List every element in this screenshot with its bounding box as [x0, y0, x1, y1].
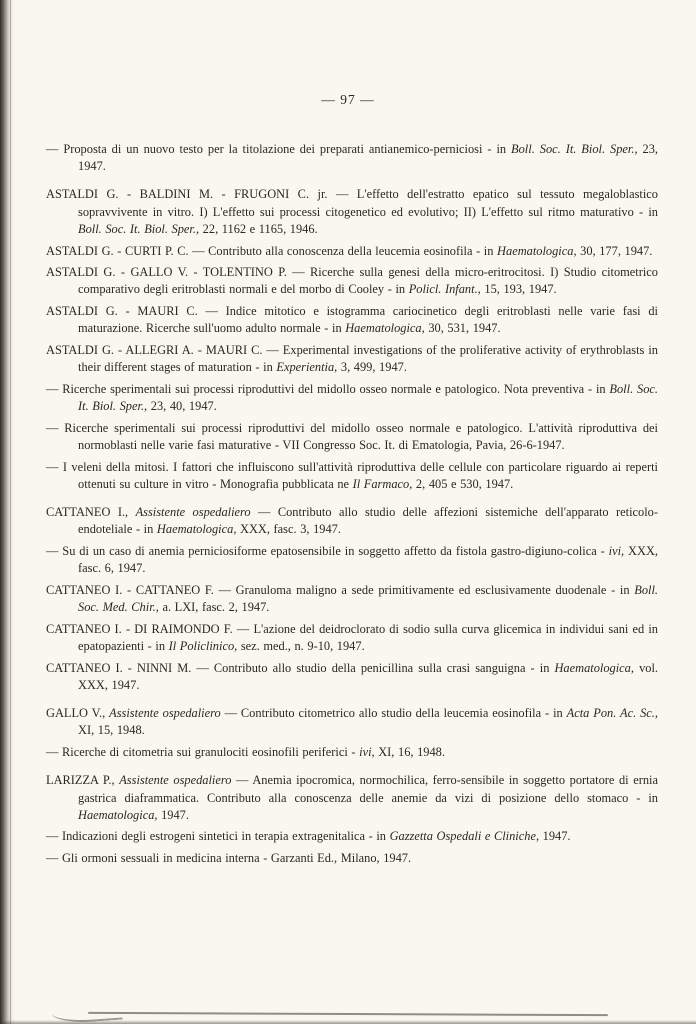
- entry-text: 23, 1947.: [78, 142, 658, 174]
- entry-text: 1947.: [539, 829, 571, 844]
- journal-title: Acta Pon. Ac. Sc.,: [566, 706, 659, 721]
- scan-bottom-line-artifact: [88, 1012, 608, 1016]
- entry-text: — Su di un caso di anemia perniciosiforme epatosensibile in soggetto affetto da fistola gastro-digiuno-colica -: [46, 544, 609, 559]
- entry-text: — Indicazioni degli estrogeni sintetici in terapia extragenitalica - in: [46, 829, 390, 844]
- journal-title: Haematologica,: [554, 660, 634, 675]
- entry-text: — Contributo allo studio delle affezioni sistemiche dell'apparato reticolo-endoteliale - in: [78, 505, 658, 537]
- journal-title: Policl. Infant.,: [408, 282, 481, 297]
- entry-text: ASTALDI G. - CURTI P. C. — Contributo alla conoscenza della leucemia eosinofila - in: [46, 243, 498, 258]
- entry-text: ASTALDI G. - BALDINI M. - FRUGONI C. jr. — L'effetto dell'estratto epatico sul tessuto megaloblastico sopravvivente in vitro. I) L'effetto sui processi citogenetico ed evolutivo; II) L'effetto sul ritmo maturativo - in: [46, 187, 658, 219]
- journal-title: Haematologica,: [156, 522, 237, 537]
- entry-text: — Proposta di un nuovo testo per la titolazione dei preparati antianemico-perniciosi - in: [46, 142, 512, 156]
- entry-text: — Ricerche sperimentali sui processi riproduttivi del midollo osseo normale e patologico. L'attività riproduttiva dei normoblasti nelle varie fasi maturative - VII Congresso Soc. It. di Ematologia, Pavia, 26-6-1947.: [46, 420, 658, 453]
- journal-title: Haematologica,: [497, 243, 577, 258]
- bibliography-entry: [46, 186, 658, 238]
- journal-title: Assistente ospedaliero: [119, 773, 232, 788]
- entry-text: 23, 40, 1947.: [147, 399, 217, 414]
- entry-text: a. LXI, fasc. 2, 1947.: [158, 600, 270, 615]
- entry-text: CATTANEO I. - NINNI M. — Contributo allo studio della penicillina sulla crasi sanguigna - in: [46, 660, 555, 675]
- bibliography-entry: [46, 342, 658, 376]
- bibliography-entry: [46, 459, 658, 493]
- journal-title: Gazzetta Ospedali e Cliniche,: [389, 829, 540, 844]
- entry-text: 30, 531, 1947.: [424, 321, 501, 336]
- journal-title: Haematologica,: [78, 807, 158, 822]
- entry-text: XI, 15, 1948.: [78, 723, 145, 738]
- entry-text: — Ricerche di citometria sui granulociti eosinofili periferici -: [46, 745, 360, 760]
- bibliography-entry: [46, 243, 658, 260]
- entry-text: ASTALDI G. - MAURI C. — Indice mitotico e istogramma cariocinetico degli eritroblasti nelle varie fasi di maturazione. Ricerche sull'uomo adulto normale - in: [46, 304, 658, 336]
- entry-text: CATTANEO I. - CATTANEO F. — Granuloma maligno a sede primitivamente ed esclusivamente duodenale - in: [46, 582, 635, 597]
- entry-text: — Ricerche sperimentali sui processi riproduttivi del midollo osseo normale e patologico. Nota preventiva - in: [46, 381, 610, 396]
- journal-title: Boll. Soc. It. Biol. Sper.,: [78, 221, 200, 236]
- entry-text: — I veleni della mitosi. I fattori che influiscono sull'attività riproduttiva delle cellule con particolare riguardo ai reperti ottenuti su culture in vitro - Monografia pubblicata ne: [46, 459, 658, 491]
- bibliography-entry: [46, 582, 658, 616]
- entry-text: CATTANEO I. - DI RAIMONDO F. — L'azione del deidroclorato di sodio sulla curva glicemica in individui sani ed in epatopazienti - in: [46, 621, 658, 654]
- entry-text: — Anemia ipocromica, normochilica, ferro-sensibile in soggetto portatore di ernia gastrica diaframmatica. Contributo alla conoscenza delle anemie da vizi di posizione dello stomaco - in: [78, 773, 658, 805]
- entry-text: GALLO V.,: [46, 706, 110, 721]
- bibliography-entry: [46, 141, 658, 175]
- entry-text: 3, 499, 1947.: [337, 360, 407, 375]
- scan-bottom-edge-shadow: [0, 1020, 696, 1024]
- entry-text: XXX, fasc. 6, 1947.: [78, 544, 658, 576]
- bibliography-entry: [46, 420, 658, 454]
- journal-title: Boll. Soc. It. Biol. Sper.,: [511, 142, 638, 156]
- bibliography-entry: [46, 621, 658, 655]
- entry-text: 22, 1162 e 1165, 1946.: [199, 221, 318, 236]
- page-number: — 97 —: [321, 92, 375, 107]
- bibliography-entry: [46, 264, 658, 298]
- bibliography-entry: [46, 850, 658, 867]
- entry-text: — Gli ormoni sessuali in medicina interna - Garzanti Ed., Milano, 1947.: [46, 851, 412, 866]
- bibliography-entry: [46, 303, 658, 337]
- bibliography-entry: [46, 543, 658, 577]
- scan-left-edge-shadow: [0, 0, 15, 1024]
- entry-text: 1947.: [157, 807, 189, 822]
- journal-title: ivi,: [608, 544, 625, 559]
- entry-text: ASTALDI G. - GALLO V. - TOLENTINO P. — Ricerche sulla genesi della micro-eritrocitosi. I) Studio citometrico comparativo degli eritroblasti normali e del morbo di Cooley - in: [46, 265, 658, 297]
- entry-text: CATTANEO I.,: [46, 505, 136, 520]
- journal-title: Experientia,: [276, 360, 338, 375]
- scan-left-edge-line: [10, 0, 11, 1024]
- journal-title: Assistente ospedaliero: [135, 505, 251, 520]
- bibliography-entry: [46, 660, 658, 694]
- entry-text: XI, 16, 1948.: [374, 745, 445, 760]
- entry-text: LARIZZA P.,: [46, 773, 120, 788]
- journal-title: Boll. Soc. Med. Chir.,: [78, 582, 658, 615]
- entry-text: vol. XXX, 1947.: [78, 660, 659, 692]
- journal-title: ivi,: [359, 745, 375, 760]
- bibliography-entry: [46, 744, 658, 761]
- entry-text: 15, 193, 1947.: [480, 282, 557, 297]
- bibliography-entry: [46, 381, 658, 415]
- bibliography-entry: [46, 828, 658, 845]
- entry-text: XXX, fasc. 3, 1947.: [236, 522, 341, 537]
- journal-title: Assistente ospedaliero: [109, 706, 221, 721]
- bibliography-entry: [46, 504, 658, 538]
- journal-title: Boll. Soc. It. Biol. Sper.,: [78, 381, 658, 414]
- journal-title: Il Policlinico,: [168, 639, 238, 654]
- bibliography-entry: [46, 772, 658, 824]
- scan-corner-artifact: [51, 1002, 122, 1024]
- entry-text: 2, 405 e 530, 1947.: [412, 476, 514, 491]
- journal-title: Il Farmaco,: [352, 476, 413, 491]
- entry-text: ASTALDI G. - ALLEGRI A. - MAURI C. — Experimental investigations of the proliferative activity of erythroblasts in their different stages of maturation - in: [46, 343, 658, 375]
- entry-text: 30, 177, 1947.: [576, 243, 653, 258]
- bibliography-list: [46, 141, 658, 872]
- journal-title: Haematologica,: [345, 321, 425, 336]
- bibliography-entry: [46, 705, 658, 739]
- entry-text: sez. med., n. 9-10, 1947.: [237, 639, 365, 654]
- entry-text: — Contributo citometrico allo studio della leucemia eosinofila - in: [220, 706, 567, 721]
